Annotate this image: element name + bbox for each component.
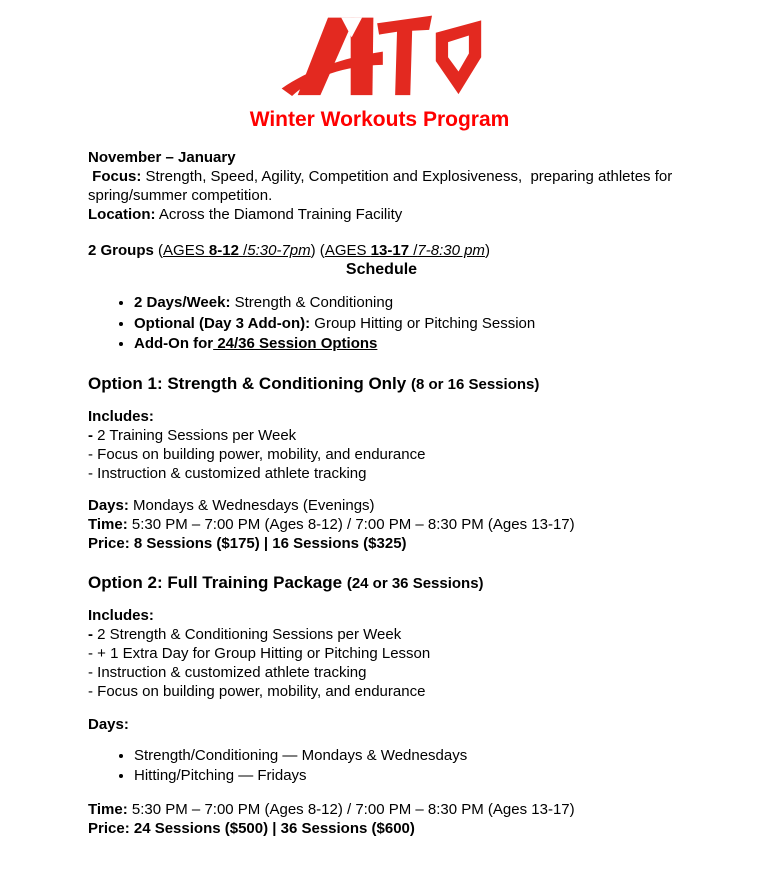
option2-days-label: Days: [88, 715, 129, 733]
ato-logo [277, 10, 483, 97]
group1-time: 5:30-7pm [247, 242, 311, 259]
option2-heading-main: Option 2: Full Training Package [88, 572, 347, 592]
bullet-underlined-text: 24/36 Session Options [213, 335, 378, 352]
option2-heading-sub: (24 or 36 Sessions) [346, 574, 484, 592]
group2-ages-range: 13-17 [370, 242, 410, 259]
include-text: - + 1 Extra Day for Group Hitting or Pitching Lesson [88, 644, 431, 662]
option1-heading [88, 373, 675, 396]
option1-heading-sub: (8 or 16 Sessions) [410, 375, 540, 393]
include-text: 2 Strength & Conditioning Sessions per Week [93, 625, 402, 643]
option1-price-line: Price: 8 Sessions ($175) | 16 Sessions ($325) [88, 534, 407, 552]
option2-days-bullet: • Hitting/Pitching — Fridays [134, 766, 675, 787]
focus-text: Strength, Speed, Agility, Competition and Explosiveness, preparing athletes for spring/summer competition. [88, 168, 677, 204]
option2-heading [88, 572, 675, 595]
option1-include-item [88, 445, 675, 464]
page-title: Winter Workouts Program [249, 108, 510, 131]
logo-letter-a-left [297, 18, 354, 96]
option2-include-item [88, 682, 675, 701]
bullet-bold-text: 2 Days/Week: [134, 294, 231, 311]
option1-days-line [88, 496, 675, 515]
include-text: - Instruction & customized athlete tracking [88, 663, 367, 681]
schedule-bullet-optional-addon [134, 314, 675, 335]
option1-include-item [88, 426, 675, 445]
group2-ages-word: AGES [324, 242, 371, 259]
include-text: - Focus on building power, mobility, and endurance [88, 445, 426, 463]
schedule-heading: Schedule [345, 261, 418, 278]
location-line [88, 205, 675, 224]
logo-letter-o-home-plate [435, 20, 480, 94]
group1-open-paren: ( [153, 242, 164, 259]
option2-includes-label: Includes: [88, 606, 154, 624]
group1-close-paren: ) [310, 242, 316, 259]
time-label: Time: [88, 800, 128, 818]
schedule-bullet-addon-options [134, 334, 675, 355]
location-label: Location: [88, 206, 156, 223]
group2-time: 7-8:30 pm [417, 242, 485, 259]
group2-slash: / [409, 242, 418, 259]
option1-heading-main: Option 1: Strength & Conditioning Only [88, 373, 411, 393]
option2-days-bullet-list [88, 746, 675, 787]
include-text: 2 Training Sessions per Week [93, 426, 297, 444]
option1-include-item [88, 464, 675, 483]
season-line: November – January [88, 149, 236, 166]
option2-include-item [88, 644, 675, 663]
include-dash: - [88, 625, 93, 643]
option2-time-line [88, 800, 675, 819]
option2-price-line: Price: 24 Sessions ($500) | 36 Sessions ($600) [88, 819, 415, 837]
option1-includes-label: Includes: [88, 407, 154, 425]
option2-include-item [88, 663, 675, 682]
document-content [88, 148, 675, 838]
groups-line [88, 241, 675, 260]
schedule-bullet-days-per-week [134, 293, 675, 314]
schedule-bullet-list [88, 293, 675, 355]
logo-letter-t [377, 16, 432, 95]
focus-line [88, 167, 675, 205]
location-text: Across the Diamond Training Facility [155, 206, 403, 223]
group2-open-paren: ( [315, 242, 325, 259]
include-text: - Focus on building power, mobility, and endurance [88, 682, 426, 700]
days-label: Days: [88, 496, 129, 514]
include-text: - Instruction & customized athlete tracking [88, 464, 367, 482]
groups-label: 2 Groups [88, 242, 154, 259]
option2-include-item [88, 625, 675, 644]
option2-days-bullet: • Strength/Conditioning — Mondays & Wednesdays [134, 746, 675, 767]
include-dash: - [88, 426, 93, 444]
group1-ages-word: AGES [163, 242, 209, 259]
time-label: Time: [88, 515, 128, 533]
group1-slash: / [238, 242, 248, 259]
bullet-bold-text: Add-On for [134, 335, 214, 352]
focus-label: Focus: [88, 168, 142, 185]
group1-ages-range: 8-12 [208, 242, 239, 259]
bullet-bold-text: Optional (Day 3 Add-on): [134, 314, 311, 332]
bullet-text: Group Hitting or Pitching Session [310, 314, 536, 332]
time-text: 5:30 PM – 7:00 PM (Ages 8-12) / 7:00 PM – 8:30 PM (Ages 13-17) [127, 515, 575, 533]
option1-time-line [88, 515, 675, 534]
time-text: 5:30 PM – 7:00 PM (Ages 8-12) / 7:00 PM – 8:30 PM (Ages 13-17) [127, 800, 575, 818]
days-text: Mondays & Wednesdays (Evenings) [128, 496, 375, 514]
group2-close-paren: ) [484, 242, 490, 259]
bullet-text: Strength & Conditioning [230, 294, 394, 311]
